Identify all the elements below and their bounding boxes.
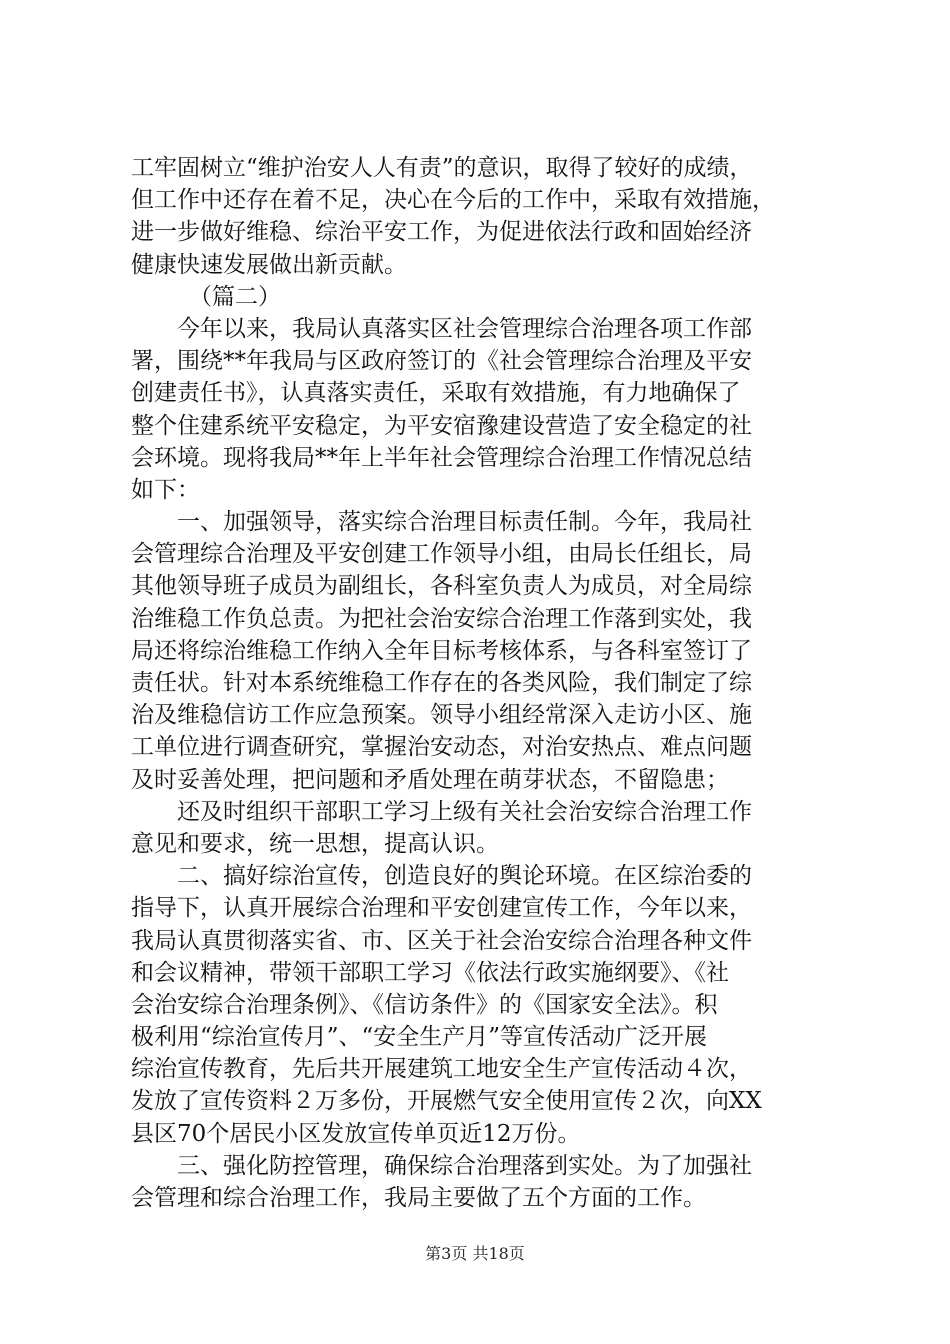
text-line: 会管理和综合治理工作，我局主要做了五个方面的工作。 [131,1185,706,1211]
text-line: 还及时组织干部职工学习上级有关社会治安综合治理工作 [177,798,752,825]
text-line: 署，围绕**年我局与区政府签订的《社会管理综合治理及平安 [131,348,752,375]
text-line: 治及维稳信访工作应急预案。领导小组经常深入走访小区、施 [131,702,752,729]
text-line: 三、强化防控管理，确保综合治理落到实处。为了加强社 [177,1152,752,1179]
text-line: 一、加强领导，落实综合治理目标责任制。今年，我局社 [177,509,752,536]
text-line: 局还将综治维稳工作纳入全年目标考核体系，与各科室签订了 [131,637,752,664]
text-line: 工牢固树立“维护治安人人有责”的意识，取得了较好的成绩， [131,155,753,181]
text-line: 指导下，认真开展综合治理和平安创建宣传工作，今年以来， [131,895,752,922]
text-line: 县区70个居民小区发放宣传单页近12万份。 [131,1120,581,1147]
section-heading: （篇二） [189,283,281,310]
text-line: 责任状。针对本系统维稳工作存在的各类风险，我们制定了综 [131,670,752,696]
text-line: 意见和要求，统一思想，提高认识。 [131,830,499,857]
text-line: 健康快速发展做出新贡献。 [131,251,407,278]
page-footer: 第3页 共18页 [425,1244,525,1263]
text-line: 进一步做好维稳、综治平安工作，为促进依法行政和固始经济 [131,219,752,246]
text-line: 但工作中还存在着不足，决心在今后的工作中，采取有效措施， [131,187,775,214]
text-line: 综治宣传教育，先后共开展建筑工地安全生产宣传活动４次， [131,1056,752,1083]
text-line: 今年以来，我局认真落实区社会管理综合治理各项工作部 [177,315,752,342]
text-line: 会管理综合治理及平安创建工作领导小组，由局长任组长，局 [131,541,752,568]
text-line: 创建责任书》，认真落实责任，采取有效措施，有力地确保了 [131,380,741,407]
text-line: 会环境。现将我局**年上半年社会管理综合治理工作情况总结 [131,444,752,471]
text-line: 其他领导班子成员为副组长，各科室负责人为成员，对全局综 [131,573,752,600]
text-line: 整个住建系统平安稳定，为平安宿豫建设营造了安全稳定的社 [131,412,752,439]
text-line: 治维稳工作负总责。为把社会治安综合治理工作落到实处，我 [131,605,752,632]
text-line: 和会议精神，带领干部职工学习《依法行政实施纲要》、《社 [131,959,729,986]
text-line: 我局认真贯彻落实省、市、区关于社会治安综合治理各种文件 [131,927,752,954]
text-line: 发放了宣传资料２万多份，开展燃气安全使用宣传２次，向XX [131,1088,762,1115]
document-body [131,152,831,1214]
text-line: 工单位进行调查研究，掌握治安动态，对治安热点、难点问题 [131,734,752,761]
text-line: 及时妥善处理，把问题和矛盾处理在萌芽状态，不留隐患； [131,766,729,793]
text-line: 会治安综合治理条例》、《信访条件》的《国家安全法》。积 [131,991,718,1018]
text-line: 极利用“综治宣传月”、“安全生产月”等宣传活动广泛开展 [131,1024,708,1051]
text-line: 二、搞好综治宣传，创造良好的舆论环境。在区综治委的 [177,863,752,890]
text-line: 如下： [131,476,200,503]
